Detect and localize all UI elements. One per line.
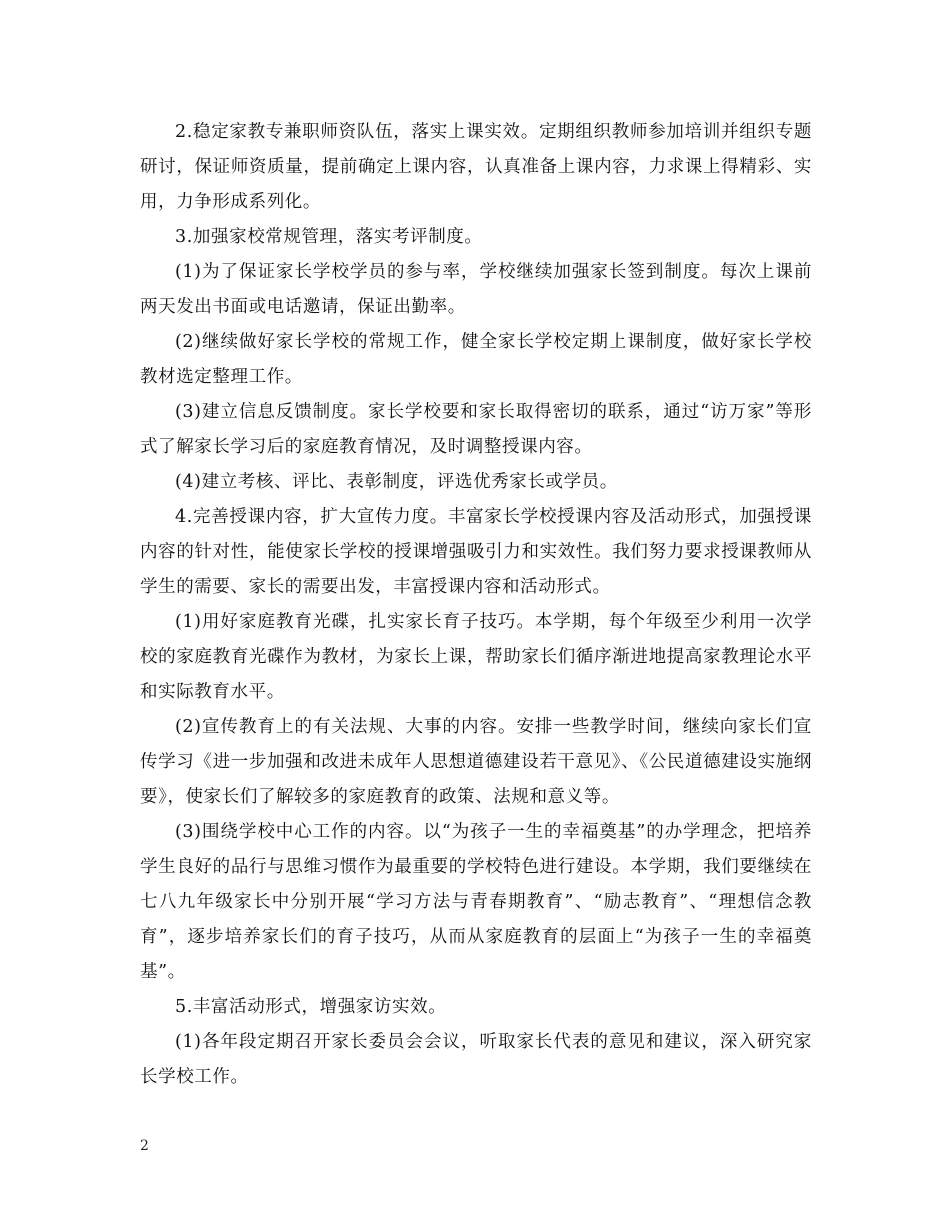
paragraph-3: (1)为了保证家长学校学员的参与率，学校继续加强家长签到制度。每次上课前两天发出书面或电话邀请，保证出勤率。 [140,262,812,317]
paragraph-10: (3)围绕学校中心工作的内容。以“为孩子一生的幸福奠基”的办学理念，把培养学生良好的品行与思维习惯作为最重要的学校特色进行建设。本学期，我们要继续在七八九年级家长中分别开展“学习方法与青春期教育”、“励志教育”、“理想信念教育”，逐步培养家长们的育子技巧，从而从家庭教育的层面上“为孩子一生的幸福奠基”。 [140,822,812,982]
document-body [140,115,812,1095]
paragraph-11: 5.丰富活动形式，增强家访实效。 [175,997,447,1017]
page-number: 2 [140,1138,149,1154]
paragraph-7: 4.完善授课内容，扩大宣传力度。丰富家长学校授课内容及活动形式，加强授课内容的针对性，能使家长学校的授课增强吸引力和实效性。我们努力要求授课教师从学生的需要、家长的需要出发，丰富授课内容和活动形式。 [140,507,812,597]
paragraph-5: (3)建立信息反馈制度。家长学校要和家长取得密切的联系，通过“访万家”等形式了解家长学习后的家庭教育情况，及时调整授课内容。 [140,402,812,457]
paragraph-4: (2)继续做好家长学校的常规工作，健全家长学校定期上课制度，做好家长学校教材选定整理工作。 [140,332,812,387]
paragraph-2: 3.加强家校常规管理，落实考评制度。 [175,227,483,247]
paragraph-6: (4)建立考核、评比、表彰制度，评选优秀家长或学员。 [175,472,618,492]
paragraph-9: (2)宣传教育上的有关法规、大事的内容。安排一些教学时间，继续向家长们宣传学习《进一步加强和改进未成年人思想道德建设若干意见》、《公民道德建设实施纲要》，使家长们了解较多的家庭教育的政策、法规和意义等。 [140,717,812,807]
paragraph-1: 2.稳定家教专兼职师资队伍，落实上课实效。定期组织教师参加培训并组织专题研讨，保证师资质量，提前确定上课内容，认真准备上课内容，力求课上得精彩、实用，力争形成系列化。 [140,122,812,212]
paragraph-12: (1)各年段定期召开家长委员会会议，听取家长代表的意见和建议，深入研究家长学校工作。 [140,1032,812,1087]
paragraph-8: (1)用好家庭教育光碟，扎实家长育子技巧。本学期，每个年级至少利用一次学校的家庭教育光碟作为教材，为家长上课，帮助家长们循序渐进地提高家教理论水平和实际教育水平。 [140,612,812,702]
